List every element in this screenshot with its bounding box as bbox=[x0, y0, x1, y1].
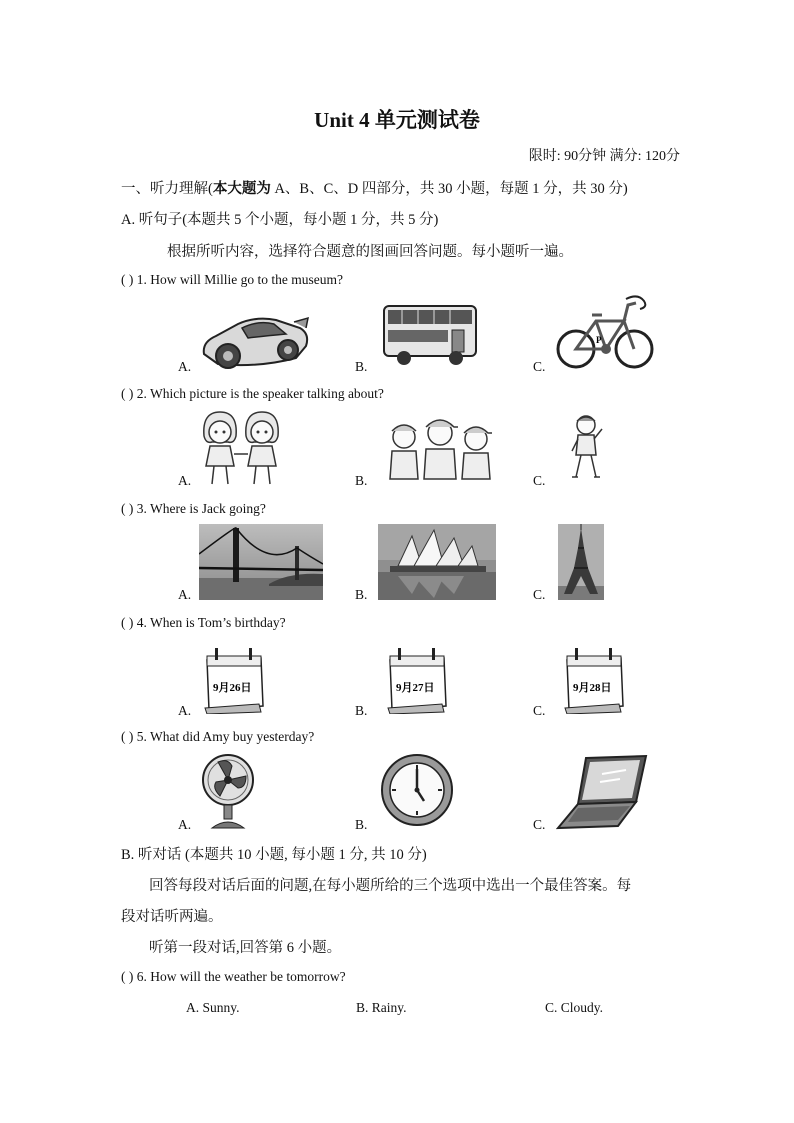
option-label: C. bbox=[533, 703, 546, 718]
option-b[interactable]: B. Rainy. bbox=[356, 1000, 407, 1015]
question-3 bbox=[121, 501, 266, 517]
question-4 bbox=[121, 615, 286, 631]
eiffel-tower-icon[interactable] bbox=[558, 524, 604, 600]
question-2 bbox=[121, 386, 384, 402]
calendar-date: 9月28日 bbox=[573, 682, 612, 694]
car-icon[interactable] bbox=[198, 306, 312, 372]
part-b-heading: B. 听对话 (本题共 10 小题, 每小题 1 分, 共 10 分) bbox=[121, 847, 427, 863]
question-text: 2. Which picture is the speaker talking about? bbox=[136, 386, 384, 401]
option-label: A. bbox=[178, 473, 192, 488]
option-label: B. bbox=[355, 817, 368, 832]
calendar-date: 9月27日 bbox=[396, 682, 435, 694]
question-1 bbox=[121, 272, 343, 288]
page-title: Unit 4 单元测试卷 bbox=[314, 108, 480, 132]
question-text: 4. When is Tom’s birthday? bbox=[136, 615, 286, 630]
option-label: C. bbox=[533, 587, 546, 602]
option-label: B. bbox=[355, 703, 368, 718]
option-label: A. bbox=[178, 703, 192, 718]
calendar-icon[interactable] bbox=[384, 646, 450, 714]
calendar-icon[interactable] bbox=[201, 646, 267, 714]
time-score-limit: 限时: 90分钟 满分: 120分 bbox=[528, 149, 680, 164]
question-text: 5. What did Amy buy yesterday? bbox=[136, 729, 315, 744]
question-text: 6. How will the weather be tomorrow? bbox=[136, 969, 346, 984]
part-b-instruction-2: 段对话听两遍。 bbox=[121, 909, 223, 925]
bicycle-icon[interactable] bbox=[556, 293, 654, 373]
answer-blank[interactable]: ( ) bbox=[121, 729, 134, 744]
two-girls-icon[interactable] bbox=[198, 408, 284, 488]
option-label: A. bbox=[178, 587, 192, 602]
calendar-icon[interactable] bbox=[561, 646, 627, 714]
option-label: B. bbox=[355, 587, 368, 602]
three-kids-icon[interactable] bbox=[384, 415, 496, 483]
answer-blank[interactable]: ( ) bbox=[121, 501, 134, 516]
option-label: A. bbox=[178, 817, 192, 832]
laptop-icon[interactable] bbox=[556, 754, 648, 830]
question-text: 3. Where is Jack going? bbox=[136, 501, 266, 516]
question-text: 1. How will Millie go to the museum? bbox=[136, 272, 343, 287]
calendar-date: 9月26日 bbox=[213, 682, 252, 694]
svg-text:P: P bbox=[596, 335, 602, 345]
sydney-opera-house-icon[interactable] bbox=[378, 524, 496, 600]
part-a-heading: A. 听句子(本题共 5 个小题，每小题 1 分，共 5 分) bbox=[121, 212, 439, 228]
option-label: C. bbox=[533, 359, 546, 374]
option-label: B. bbox=[355, 473, 368, 488]
section-1-rest: A、B、C、D 四部分，共 30 小题，每题 1 分，共 30 分) bbox=[270, 181, 628, 197]
part-b-instruction-1: 回答每段对话后面的问题,在每小题所给的三个选项中选出一个最佳答案。每 bbox=[149, 878, 632, 894]
question-5 bbox=[121, 729, 314, 745]
golden-gate-bridge-icon[interactable] bbox=[199, 524, 323, 600]
bus-icon[interactable] bbox=[382, 302, 478, 366]
clock-icon[interactable] bbox=[380, 753, 454, 827]
option-a[interactable]: A. Sunny. bbox=[186, 1000, 240, 1015]
answer-blank[interactable]: ( ) bbox=[121, 272, 134, 287]
option-label: C. bbox=[533, 473, 546, 488]
section-1-bold: 本大题为 bbox=[212, 181, 271, 197]
option-c[interactable]: C. Cloudy. bbox=[545, 1000, 604, 1015]
answer-blank[interactable]: ( ) bbox=[121, 615, 134, 630]
answer-blank[interactable]: ( ) bbox=[121, 969, 134, 984]
part-a-instruction: 根据所听内容，选择符合题意的图画回答问题。每小题听一遍。 bbox=[167, 244, 573, 260]
section-1-heading bbox=[121, 177, 628, 198]
dialog-1-instruction: 听第一段对话,回答第 6 小题。 bbox=[149, 940, 342, 956]
boy-icon[interactable] bbox=[566, 413, 606, 483]
answer-blank[interactable]: ( ) bbox=[121, 386, 134, 401]
fan-icon[interactable] bbox=[200, 752, 256, 830]
section-1-prefix: 一、听力理解( bbox=[121, 181, 213, 197]
option-label: B. bbox=[355, 359, 368, 374]
question-6 bbox=[121, 969, 346, 985]
option-label: C. bbox=[533, 817, 546, 832]
option-label: A. bbox=[178, 359, 192, 374]
